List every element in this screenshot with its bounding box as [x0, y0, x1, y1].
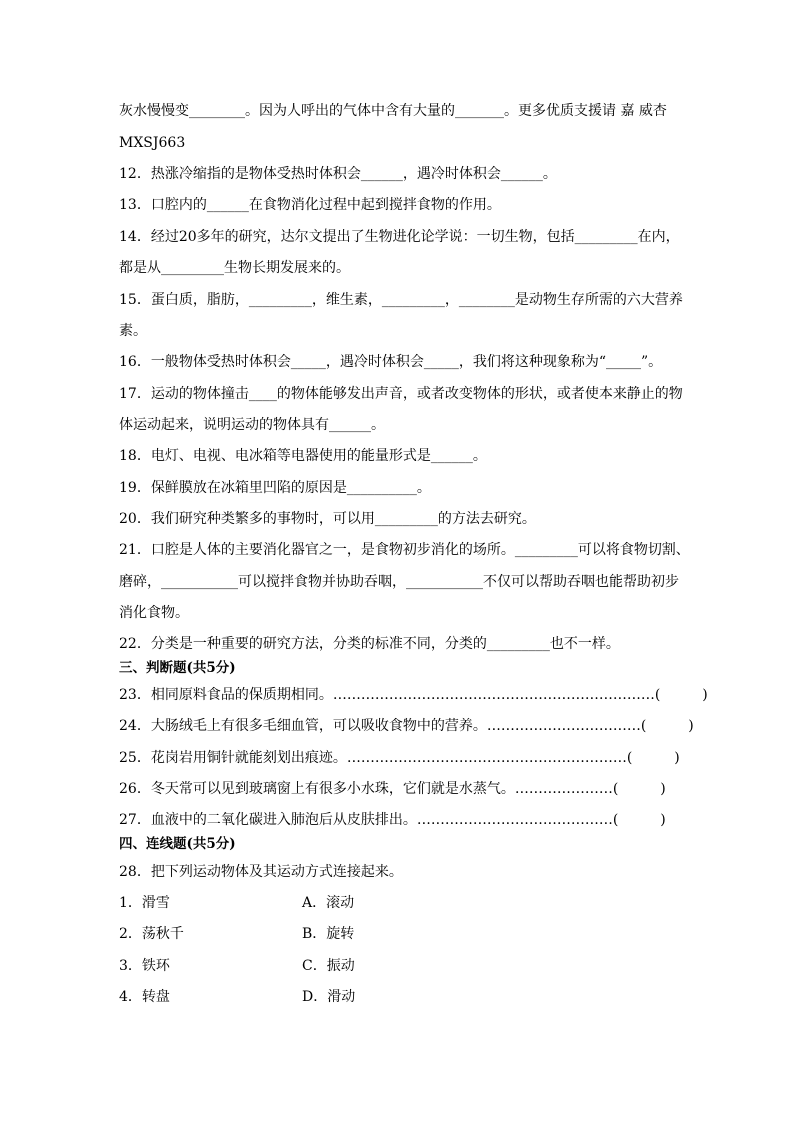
- section-4-heading: 四、连线题(共5分): [119, 836, 236, 852]
- question-19: 19．保鲜膜放在冰箱里凹陷的原因是__________。: [119, 480, 431, 496]
- question-25: 25．花岗岩用铜针就能刻划出痕迹。……………………………………………………( ): [119, 750, 680, 766]
- match-right-item: D．滑动: [302, 989, 356, 1005]
- question-21-cont: 消化食物。: [119, 605, 189, 621]
- question-16: 16．一般物体受热时体积会_____，遇冷时体积会_____，我们将这种现象称为“_____”。: [119, 354, 663, 370]
- question-14-cont: 都是从_________生物长期发展来的。: [119, 260, 350, 276]
- match-left-item: 2．荡秋千: [119, 926, 184, 942]
- question-12: 12．热涨冷缩指的是物体受热时体积会______，遇冷时体积会______。: [119, 166, 557, 182]
- question-13: 13．口腔内的______在食物消化过程中起到搅拌食物的作用。: [119, 197, 501, 213]
- question-20: 20．我们研究种类繁多的事物时，可以用_________的方法去研究。: [119, 511, 536, 527]
- match-left-item: 3．铁环: [119, 958, 170, 974]
- question-24: 24．大肠绒毛上有很多毛细血管，可以吸收食物中的营养。……………………………( ): [119, 718, 694, 734]
- match-right-item: A．滚动: [302, 895, 355, 911]
- question-17: 17．运动的物体撞击____的物体能够发出声音，或者改变物体的形状，或者使本来静止的物: [119, 386, 683, 402]
- match-left-item: 1．滑雪: [119, 895, 170, 911]
- match-right-item: B．旋转: [302, 926, 355, 942]
- question-26: 26．冬天常可以见到玻璃窗上有很多小水珠，它们就是水蒸气。…………………( ): [119, 781, 666, 797]
- text-line: 灰水慢慢变________。因为人呼出的气体中含有大量的_______。更多优质支援请 嘉 威杏: [119, 103, 667, 119]
- section-3-heading: 三、判断题(共5分): [119, 660, 236, 676]
- question-14: 14．经过20多年的研究，达尔文提出了生物进化论学说：一切生物，包括_________在内，: [119, 229, 680, 245]
- question-15-cont: 素。: [119, 323, 147, 339]
- question-28: 28．把下列运动物体及其运动方式连接起来。: [119, 864, 403, 880]
- question-22: 22．分类是一种重要的研究方法，分类的标准不同，分类的_________也不一样。: [119, 636, 620, 652]
- match-left-item: 4．转盘: [119, 989, 170, 1005]
- question-21-cont: 磨碎，___________可以搅拌食物并协助吞咽，___________不仅可以帮助吞咽也能帮助初步: [119, 574, 679, 590]
- question-15: 15．蛋白质，脂肪，_________，维生素，_________，________是动物生存所需的六大营养: [119, 292, 683, 308]
- question-18: 18．电灯、电视、电冰箱等电器使用的能量形式是______。: [119, 448, 487, 464]
- question-21: 21．口腔是人体的主要消化器官之一，是食物初步消化的场所。_________可以将食物切割、: [119, 542, 690, 558]
- question-27: 27．血液中的二氧化碳进入肺泡后从皮肤排出。……………………………………( ): [119, 812, 666, 828]
- question-17-cont: 体运动起来，说明运动的物体具有______。: [119, 417, 385, 433]
- match-right-item: C．振动: [302, 958, 355, 974]
- text-line: MXSJ663: [119, 135, 186, 151]
- question-23: 23．相同原料食品的保质期相同。……………………………………………………………( ): [119, 687, 708, 703]
